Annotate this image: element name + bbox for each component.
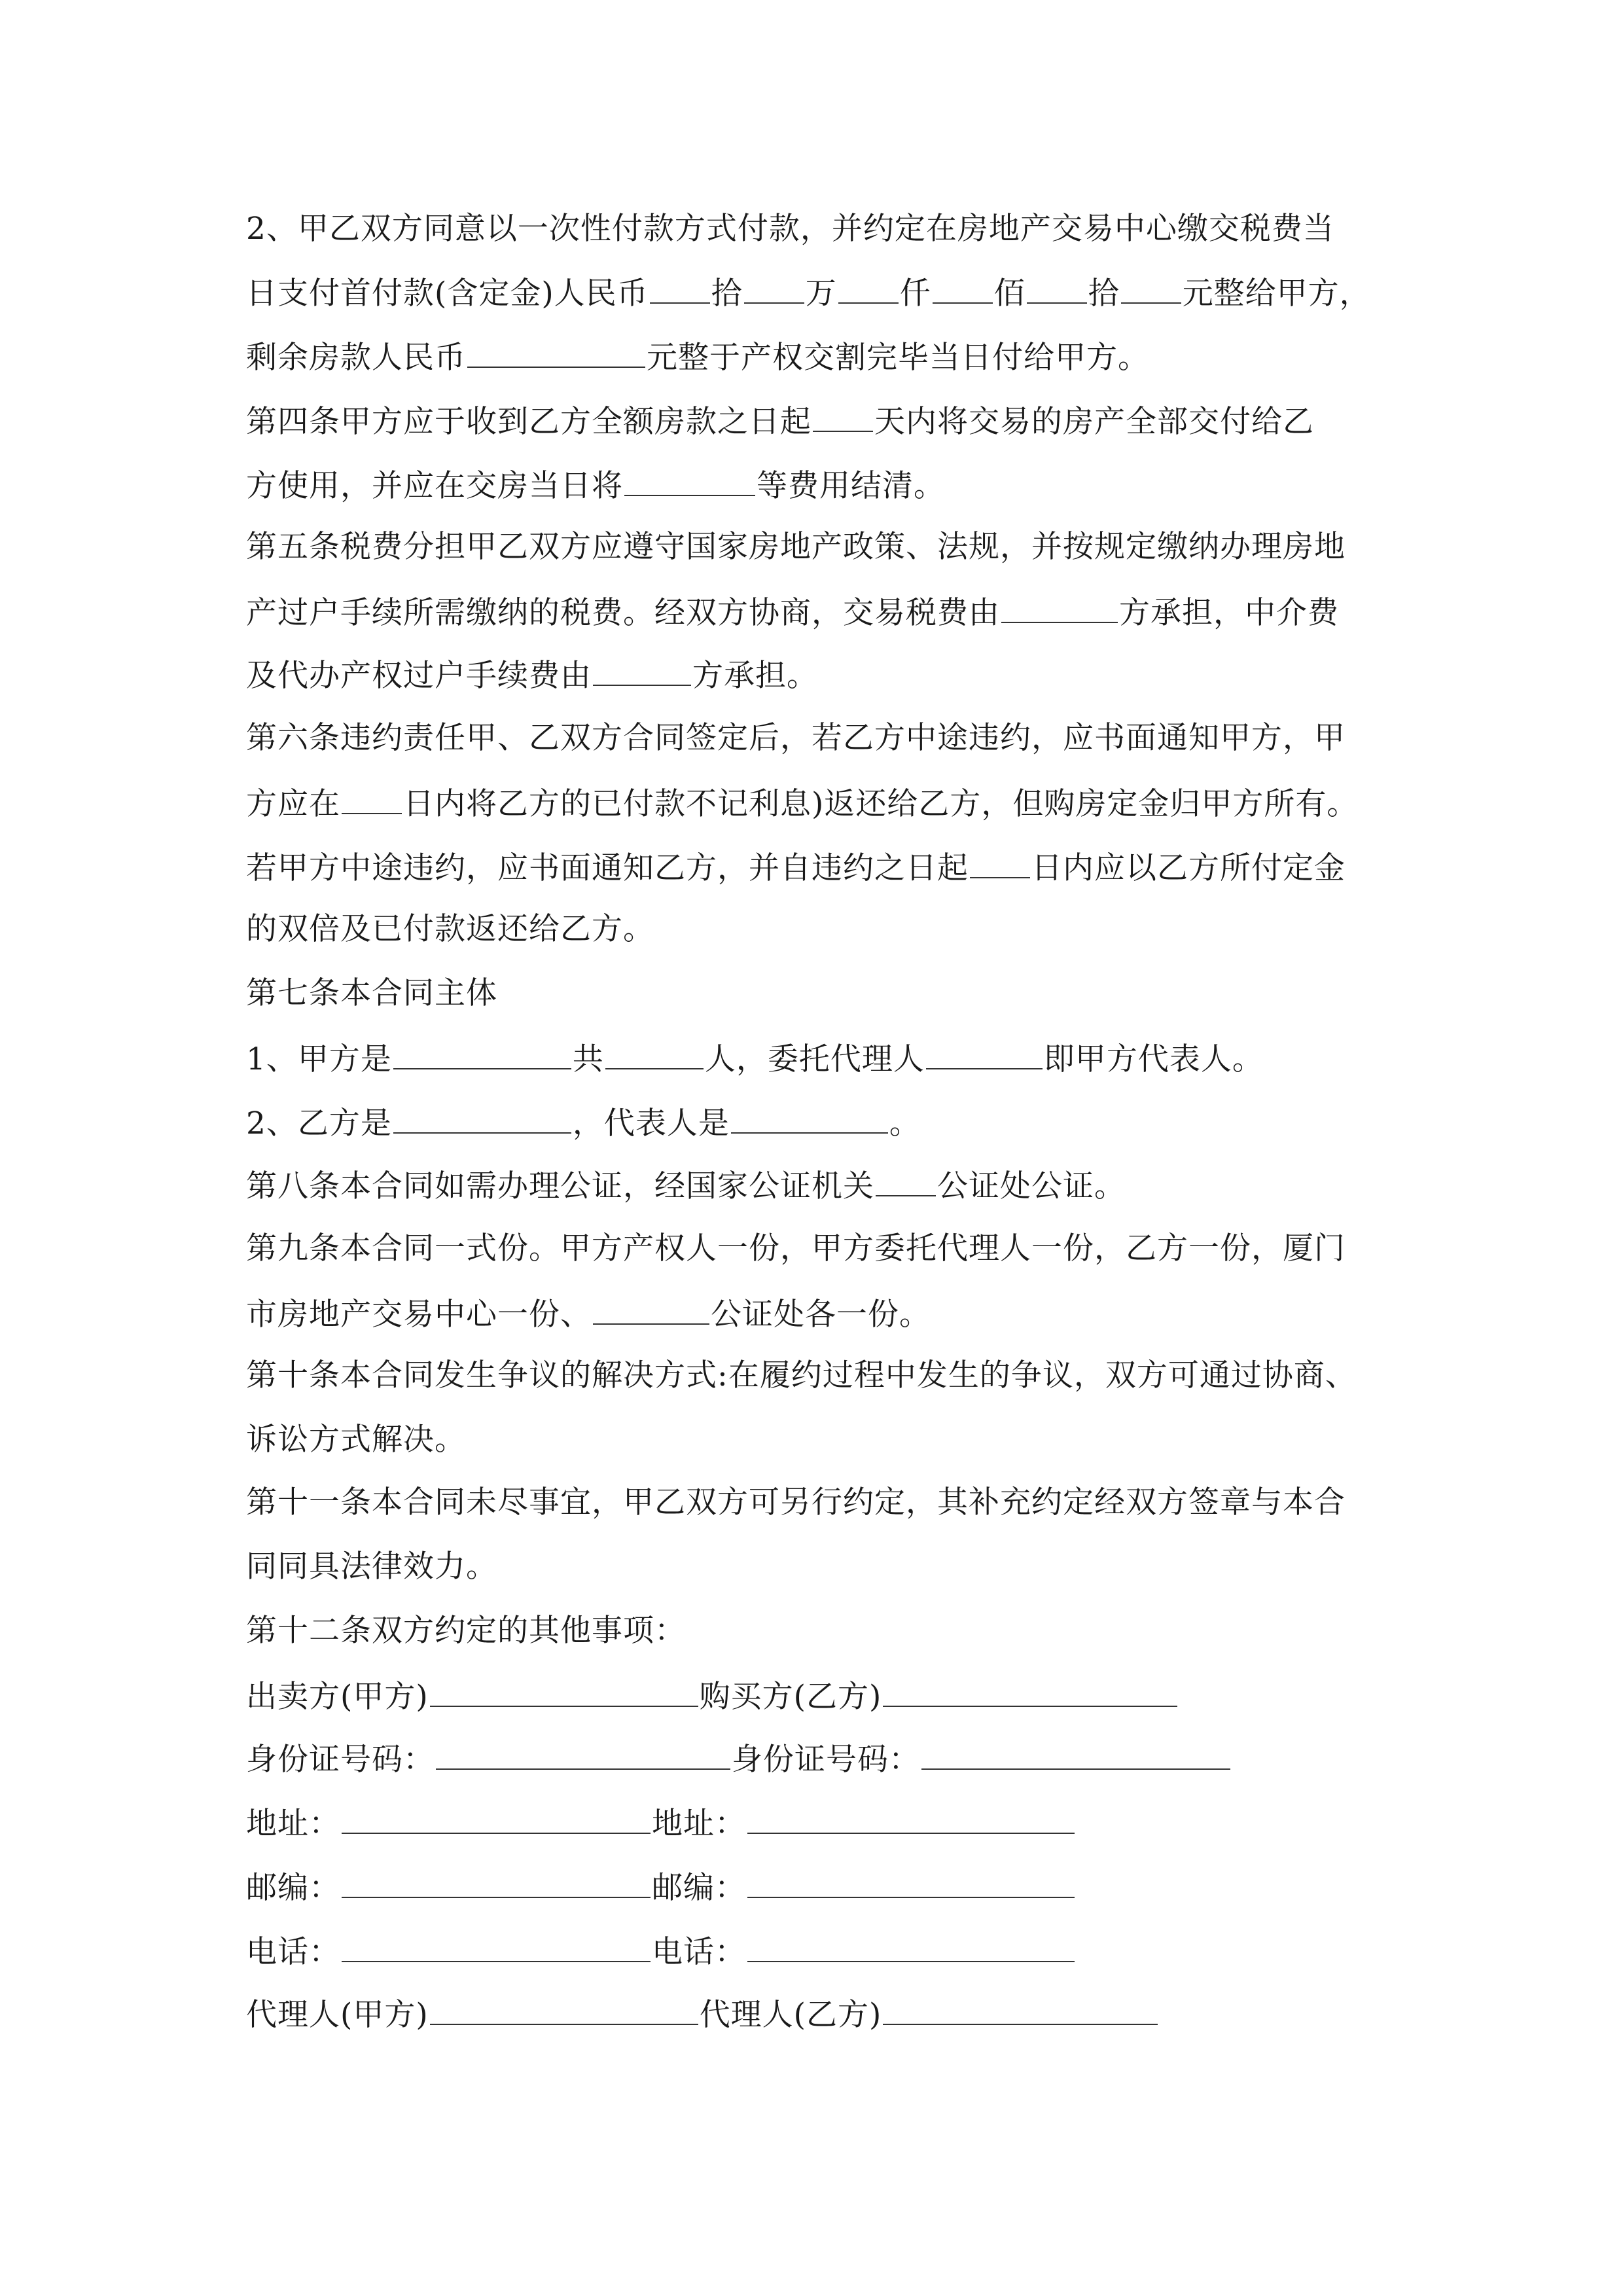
address-label-party-b: 地址：: [652, 1806, 746, 1842]
fill-blank: [393, 1102, 571, 1134]
fill-blank: [1001, 592, 1118, 623]
fill-blank: [342, 783, 402, 814]
phone-label-party-a: 电话：: [246, 1934, 340, 1970]
text-segment: 拾: [711, 276, 743, 312]
text-segment: 方使用，并应在交房当日将: [246, 468, 623, 504]
article-7-item-2: [246, 1102, 921, 1143]
text-segment: 仟: [899, 276, 931, 312]
article-12-title: 第十二条双方约定的其他事项：: [246, 1613, 686, 1649]
seller-blank: [430, 1676, 698, 1707]
fill-blank: [876, 1165, 936, 1196]
article-7-title: 第七条本合同主体: [246, 975, 497, 1011]
agent-label-party-a: 代理人(甲方): [246, 1997, 429, 2033]
article-6-line-4: 的双倍及已付款返还给乙方。: [246, 911, 654, 947]
text-segment: 及代办产权过户手续费由: [246, 658, 592, 694]
zip-blank-party-a: [342, 1867, 651, 1898]
fill-blank: [393, 1038, 571, 1069]
signature-row-zip: [246, 1867, 1076, 1908]
zip-blank-party-b: [747, 1867, 1075, 1898]
text-segment: 元整于产权交割完毕当日付给甲方。: [647, 340, 1149, 376]
text-segment: 人，委托代理人: [704, 1041, 925, 1077]
fill-blank: [933, 272, 993, 304]
address-blank-party-b: [747, 1803, 1075, 1834]
payment-clause-line-2: [246, 272, 1371, 314]
article-4-line-2: [246, 465, 945, 506]
id-blank-party-a: [436, 1738, 730, 1770]
article-5-line-2: [246, 592, 1339, 633]
id-label-party-b: 身份证号码：: [732, 1742, 920, 1778]
text-segment: 第八条本合同如需办理公证，经国家公证机关: [246, 1168, 874, 1204]
payment-clause-line-3: [246, 336, 1149, 378]
text-segment: 公证处公证。: [937, 1168, 1126, 1204]
text-segment: 元整给甲方，: [1182, 276, 1371, 312]
article-9-line-2: [246, 1293, 931, 1335]
fill-blank: [744, 272, 804, 304]
article-5-line-3: [246, 655, 818, 696]
text-segment: 等费用结清。: [757, 468, 945, 504]
fill-blank: [731, 1102, 888, 1134]
article-5-line-1: 第五条税费分担甲乙双方应遵守国家房地产政策、法规，并按规定缴纳办理房地: [246, 529, 1346, 565]
phone-blank-party-a: [342, 1931, 651, 1962]
signature-row-agents: [246, 1994, 1159, 2035]
fill-blank: [467, 336, 645, 368]
phone-label-party-b: 电话：: [652, 1934, 746, 1970]
article-6-line-1: 第六条违约责任甲、乙双方合同签定后，若乙方中途违约，应书面通知甲方，甲: [246, 720, 1346, 756]
address-blank-party-a: [342, 1803, 651, 1834]
text-segment: 方承担。: [692, 658, 818, 694]
signature-row-parties: [246, 1676, 1179, 1717]
fill-blank: [605, 1038, 704, 1069]
fill-blank: [650, 272, 710, 304]
text-segment: 公证处各一份。: [711, 1297, 931, 1333]
buyer-blank: [883, 1676, 1177, 1707]
article-4-line-1: [246, 401, 1314, 442]
agent-blank-party-a: [430, 1994, 698, 2025]
text-segment: 方应在: [246, 786, 340, 822]
fill-blank: [1027, 272, 1087, 304]
fill-blank: [593, 655, 691, 686]
fill-blank: [624, 465, 755, 496]
article-10-line-2: 诉讼方式解决。: [246, 1422, 466, 1458]
agent-blank-party-b: [883, 1994, 1158, 2025]
signature-row-phone: [246, 1931, 1076, 1972]
payment-clause-line-1: 2、甲乙双方同意以一次性付款方式付款，并约定在房地产交易中心缴交税费当: [246, 211, 1334, 247]
zip-label-party-b: 邮编：: [652, 1870, 746, 1906]
address-label-party-a: 地址：: [246, 1806, 340, 1842]
text-segment: 1、甲方是: [246, 1041, 392, 1077]
fill-blank: [970, 847, 1030, 878]
fill-blank: [1121, 272, 1181, 304]
article-11-line-1: 第十一条本合同未尽事宜，甲乙双方可另行约定，其补充约定经双方签章与本合: [246, 1484, 1346, 1520]
fill-blank: [593, 1293, 709, 1325]
signature-row-address: [246, 1803, 1076, 1844]
id-label-party-a: 身份证号码：: [246, 1742, 435, 1778]
text-segment: 第四条甲方应于收到乙方全额房款之日起: [246, 404, 812, 440]
text-segment: ，代表人是: [572, 1105, 730, 1141]
text-segment: 日内将乙方的已付款不记利息)返还给乙方，但购房定金归甲方所有。: [403, 786, 1359, 822]
article-8: [246, 1165, 1126, 1206]
text-segment: 若甲方中途违约，应书面通知乙方，并自违约之日起: [246, 850, 969, 886]
article-11-line-2: 同同具法律效力。: [246, 1549, 497, 1585]
text-segment: 2、乙方是: [246, 1105, 392, 1141]
fill-blank: [838, 272, 899, 304]
text-segment: 方承担，中介费: [1119, 595, 1339, 631]
zip-label-party-a: 邮编：: [246, 1870, 340, 1906]
article-6-line-2: [246, 783, 1358, 824]
text-segment: 佰: [993, 276, 1026, 312]
seller-label: 出卖方(甲方): [246, 1679, 429, 1715]
text-segment: 即甲方代表人。: [1043, 1041, 1264, 1077]
text-segment: 共: [572, 1041, 604, 1077]
phone-blank-party-b: [747, 1931, 1075, 1962]
text-segment: 剩余房款人民币: [246, 340, 466, 376]
text-segment: 天内将交易的房产全部交付给乙: [874, 404, 1314, 440]
article-9-line-1: 第九条本合同一式份。甲方产权人一份，甲方委托代理人一份，乙方一份，厦门: [246, 1230, 1346, 1266]
article-7-item-1: [246, 1038, 1264, 1079]
fill-blank: [813, 401, 873, 432]
buyer-label: 购买方(乙方): [699, 1679, 882, 1715]
text-segment: 拾: [1088, 276, 1120, 312]
text-segment: 市房地产交易中心一份、: [246, 1297, 592, 1333]
id-blank-party-b: [921, 1738, 1230, 1770]
signature-row-id: [246, 1738, 1232, 1780]
text-segment: 万: [805, 276, 837, 312]
agent-label-party-b: 代理人(乙方): [699, 1997, 882, 2033]
text-segment: 产过户手续所需缴纳的税费。经双方协商，交易税费由: [246, 595, 1000, 631]
text-segment: 日支付首付款(含定金)人民币: [246, 276, 649, 312]
article-10-line-1: 第十条本合同发生争议的解决方式:在履约过程中发生的争议，双方可通过协商、: [246, 1357, 1357, 1393]
text-segment: 。: [889, 1105, 921, 1141]
fill-blank: [926, 1038, 1043, 1069]
article-6-line-3: [246, 847, 1346, 888]
text-segment: 日内应以乙方所付定金: [1031, 850, 1346, 886]
